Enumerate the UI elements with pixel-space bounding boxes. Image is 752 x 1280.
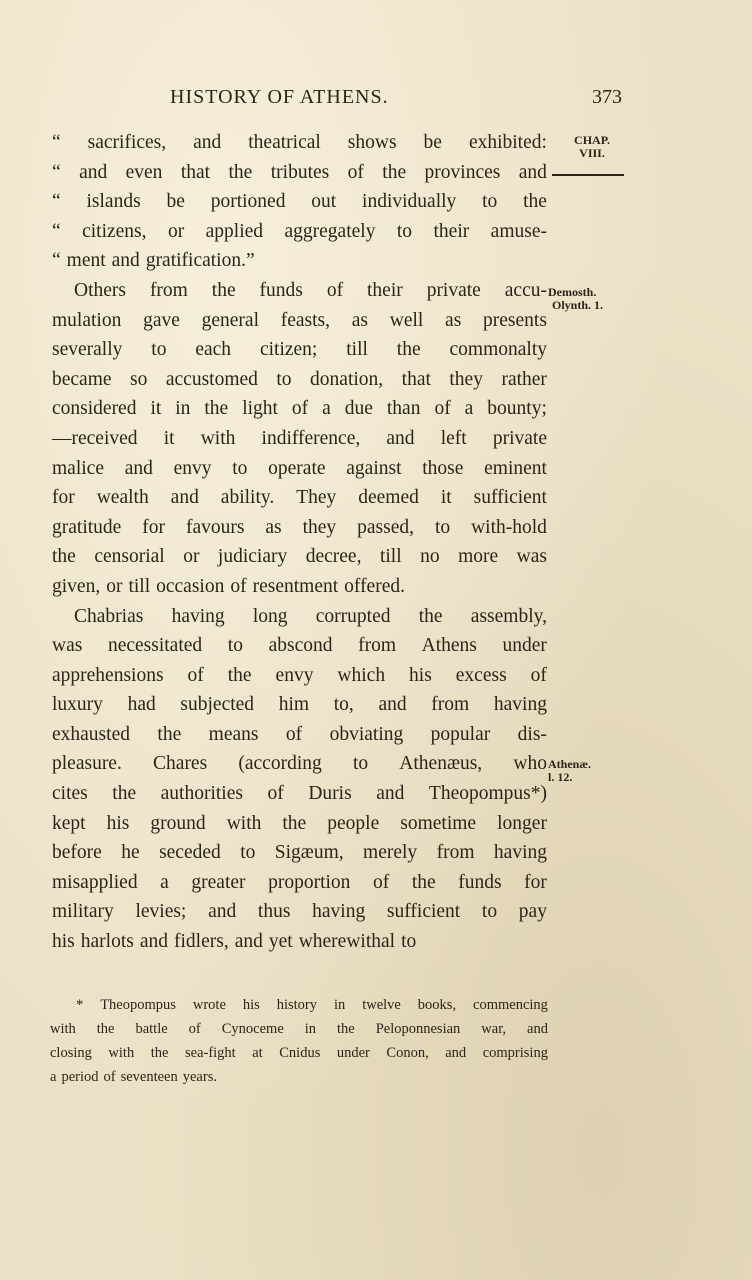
text-line: Others from the funds of their private accu-	[74, 279, 547, 301]
chapter-number: VIII.	[579, 146, 605, 160]
chapter-rule	[552, 174, 624, 176]
text-line: “ citizens, or applied aggregately to their amuse-	[52, 220, 547, 242]
chapter-label: CHAP.	[574, 133, 610, 147]
text-line: before he seceded to Sigæum, merely from having	[52, 842, 547, 864]
text-line: the censorial or judiciary decree, till no more was	[52, 546, 547, 568]
athenaeus-note-line1: Athenæ.	[548, 757, 592, 771]
demosthenes-note-line2: Olynth. 1.	[552, 298, 604, 312]
text-line: given, or till occasion of resentment offered.	[52, 575, 405, 597]
footnote	[50, 993, 548, 1089]
running-title: HISTORY OF ATHENS.	[170, 86, 389, 108]
footnote-line: a period of seventeen years.	[50, 1069, 217, 1085]
text-line: his harlots and fidlers, and yet wherewithal to	[52, 931, 417, 953]
demosthenes-margin-note	[548, 286, 618, 312]
text-line: considered it in the light of a due than of a bounty;	[52, 398, 547, 420]
text-line: cites the authorities of Duris and Theopompus*)	[52, 783, 547, 805]
text-line: military levies; and thus having sufficient to pay	[52, 901, 547, 923]
athenaeus-note-line2: l. 12.	[548, 770, 573, 784]
footnote-line: * Theopompus wrote his history in twelve books, commencing	[76, 997, 548, 1013]
text-line: was necessitated to abscond from Athens under	[52, 635, 547, 657]
text-line: became so accustomed to donation, that they rather	[52, 368, 547, 390]
text-line: kept his ground with the people sometime longer	[52, 812, 547, 834]
demosthenes-note-line1: Demosth.	[548, 285, 597, 299]
text-line: severally to each citizen; till the commonalty	[52, 339, 547, 361]
text-line: “ sacrifices, and theatrical shows be exhibited:	[52, 132, 547, 153]
text-line: apprehensions of the envy which his excess of	[52, 664, 547, 686]
text-line: exhausted the means of obviating popular dis-	[52, 723, 547, 745]
body-text	[52, 128, 547, 957]
text-line: “ and even that the tributes of the provinces and	[52, 161, 547, 183]
chapter-margin-note	[562, 134, 622, 160]
text-line: Chabrias having long corrupted the assembly,	[74, 605, 547, 627]
text-line: for wealth and ability. They deemed it sufficient	[52, 487, 547, 509]
text-line: luxury had subjected him to, and from having	[52, 694, 547, 716]
page-number: 373	[592, 86, 622, 108]
text-line: gratitude for favours as they passed, to with-hold	[52, 516, 547, 538]
text-line: pleasure. Chares (according to Athenæus, who	[52, 753, 547, 775]
footnote-line: with the battle of Cynoceme in the Peloponnesian war, and	[50, 1021, 548, 1037]
text-line: malice and envy to operate against those eminent	[52, 457, 547, 479]
text-line: mulation gave general feasts, as well as presents	[52, 309, 547, 331]
text-line: “ ment and gratification.”	[52, 250, 255, 272]
text-line: “ islands be portioned out individually to the	[52, 191, 547, 213]
footnote-line: closing with the sea-fight at Cnidus under Conon, and comprising	[50, 1045, 548, 1061]
text-line: —received it with indifference, and left private	[52, 427, 547, 449]
athenaeus-margin-note	[548, 758, 618, 784]
text-line: misapplied a greater proportion of the funds for	[52, 871, 547, 893]
